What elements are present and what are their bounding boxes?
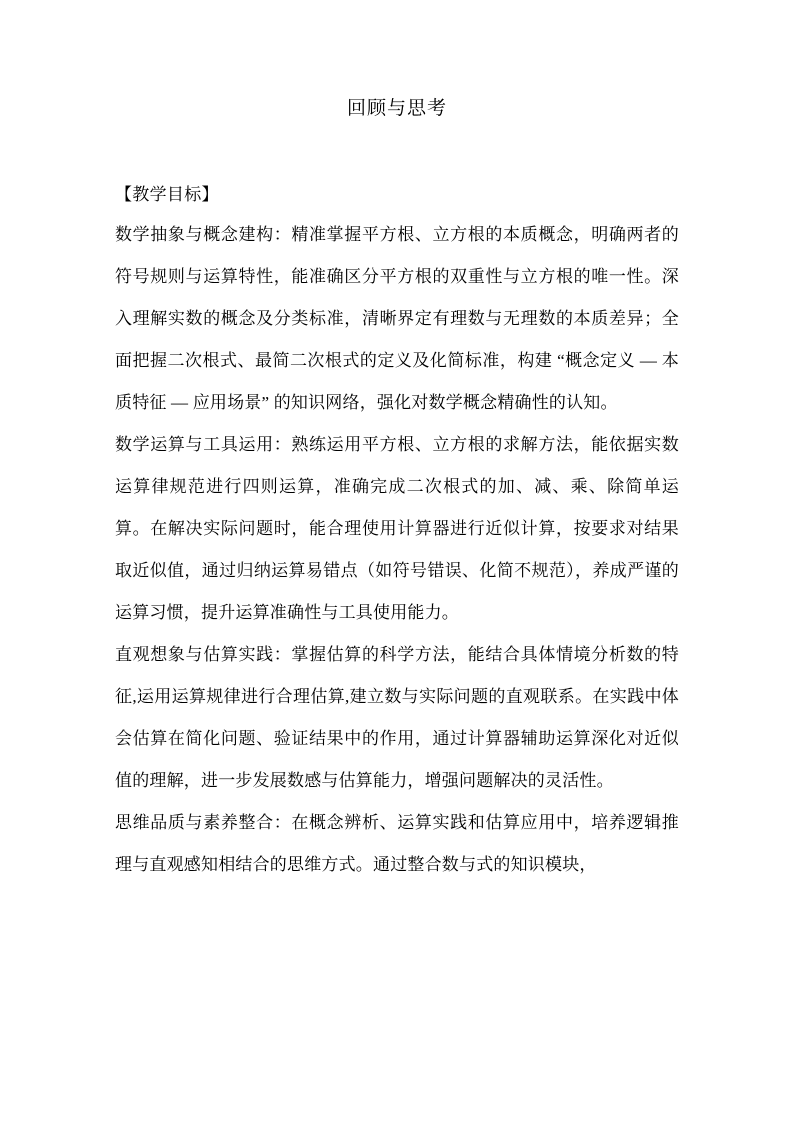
paragraph-thinking-quality: 思维品质与素养整合：在概念辨析、运算实践和估算应用中，培养逻辑推理与直观感知相结合的思维方式。通过整合数与式的知识模块， (115, 812, 679, 874)
paragraph-intuition-estimation: 直观想象与估算实践：掌握估算的科学方法，能结合具体情境分析数的特征,运用运算规律进行合理估算,建立数与实际问题的直观联系。在实践中体会估算在简化问题、验证结果中的作用，通过计算器辅助运算深化对近似值的理解，进一步发展数感与估算能力，增强问题解决的灵活性。 (115, 644, 679, 790)
page-title: 回顾与思考 (346, 98, 447, 119)
paragraph-operation-tools: 数学运算与工具运用：熟练运用平方根、立方根的求解方法，能依据实数运算律规范进行四则运算，准确完成二次根式的加、减、乘、除简单运算。在解决实际问题时，能合理使用计算器进行近似计算，按要求对结果取近似值，通过归纳运算易错点（如符号错误、化简不规范），养成严谨的运算习惯，提升运算准确性与工具使用能力。 (115, 434, 679, 622)
paragraph-abstraction-concept: 数学抽象与概念建构：精准掌握平方根、立方根的本质概念，明确两者的符号规则与运算特性，能准确区分平方根的双重性与立方根的唯一性。深入理解实数的概念及分类标准，清晰界定有理数与无理数的本质差异；全面把握二次根式、最简二次根式的定义及化简标准，构建 “概念定义 — 本质特征 — 应用场景” 的知识网络，强化对数学概念精确性的认知。 (115, 224, 679, 412)
section-heading-teaching-objectives: 【教学目标】 (115, 184, 219, 204)
